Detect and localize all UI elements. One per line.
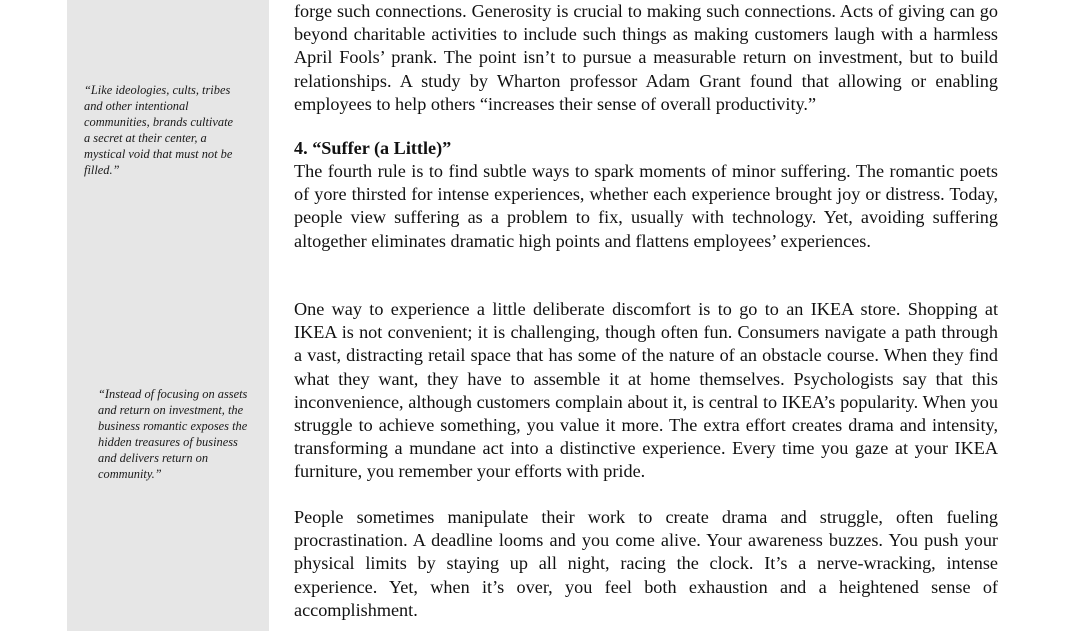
pull-quote-2: “Instead of focusing on assets and return on investment, the business romantic exposes the hidden treasures of business and delivers return on community.”	[98, 387, 248, 482]
pull-quote-1: “Like ideologies, cults, tribes and other intentional communities, brands cultivate a secret at their center, a mystical void that must not be filled.”	[84, 83, 234, 178]
paragraph-procrastination: People sometimes manipulate their work to create drama and struggle, often fueling procrastination. A deadline looms and you come alive. Your awareness buzzes. You push your physical limits by staying up all night, racing the clock. It’s a nerve-wracking, intense experience. Yet, when it’s over, you feel both exhaustion and a heightened sense of accomplishment.	[294, 507, 998, 620]
section-heading-suffer: 4. “Suffer (a Little)”	[294, 138, 452, 158]
paragraph-generosity: forge such connections. Generosity is crucial to making such connections. Acts of giving can go beyond charitable activities to include such things as making customers laugh with a harmless April Fools’ prank. The point isn’t to pursue a measurable return on investment, but to build relationships. A study by Wharton professor Adam Grant found that allowing or enabling employees to help others “increases their sense of overall productivity.”	[294, 1, 998, 114]
paragraph-fourth-rule: The fourth rule is to find subtle ways to spark moments of minor suffering. The romantic poets of yore thirsted for intense experiences, whether each experience brought joy or distress. Today, people view suffering as a problem to fix, usually with technology. Yet, avoiding suffering altogether eliminates dramatic high points and flattens employees’ experiences.	[294, 161, 998, 251]
paragraph-ikea: One way to experience a little deliberate discomfort is to go to an IKEA store. Shopping at IKEA is not convenient; it is challenging, though often fun. Consumers navigate a path through a vast, distracting retail space that has some of the nature of an obstacle course. When they find what they want, they have to assemble it at home themselves. Psychologists say that this inconvenience, although customers complain about it, is central to IKEA’s popularity. When you struggle to achieve something, you value it more. The extra effort creates drama and intensity, transforming a mundane act into a distinctive experience. Every time you gaze at your IKEA furniture, you remember your efforts with pride.	[294, 299, 998, 482]
